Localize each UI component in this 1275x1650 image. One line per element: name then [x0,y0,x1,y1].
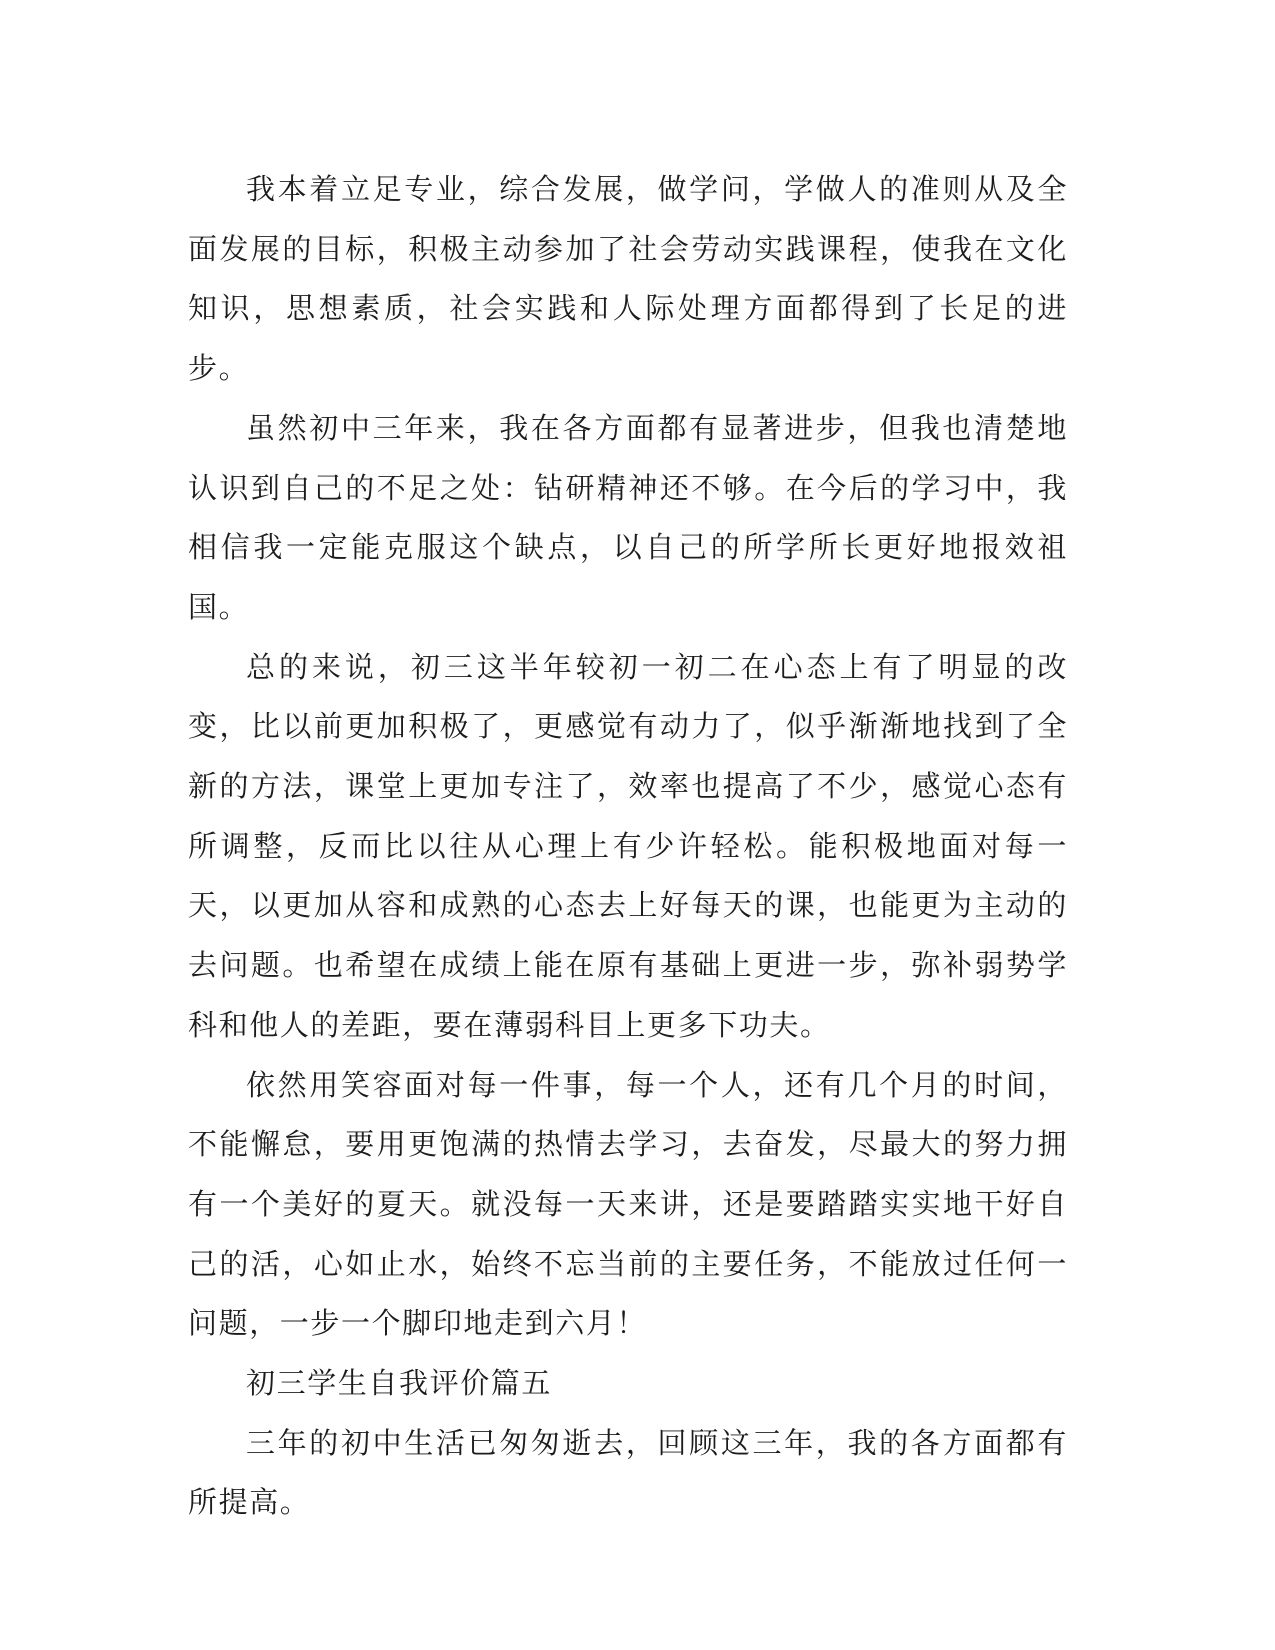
paragraph-3: 总的来说，初三这半年较初一初二在心态上有了明显的改变，比以前更加积极了，更感觉有动力了，似乎渐渐地找到了全新的方法，课堂上更加专注了，效率也提高了不少，感觉心态有所调整，反而比以往从心理上有少许轻松。能积极地面对每一天，以更加从容和成熟的心态去上好每天的课，也能更为主动的去问题。也希望在成绩上能在原有基础上更进一步，弥补弱势学科和他人的差距，要在薄弱科目上更多下功夫。 [188,649,1068,1042]
document-body [188,160,1068,1533]
paragraph-4: 依然用笑容面对每一件事，每一个人，还有几个月的时间，不能懈怠，要用更饱满的热情去学习，去奋发，尽最大的努力拥有一个美好的夏天。就没每一天来讲，还是要踏踏实实地干好自己的活，心如止水，始终不忘当前的主要任务，不能放过任何一问题，一步一个脚印地走到六月！ [188,1067,1068,1341]
section-heading: 初三学生自我评价篇五 [246,1366,553,1401]
paragraph-5: 三年的初中生活已匆匆逝去，回顾这三年，我的各方面都有所提高。 [188,1425,1068,1520]
paragraph-2: 虽然初中三年来，我在各方面都有显著进步，但我也清楚地认识到自己的不足之处：钻研精神还不够。在今后的学习中，我相信我一定能克服这个缺点，以自己的所学所长更好地报效祖国。 [188,410,1068,624]
paragraph-1: 我本着立足专业，综合发展，做学问，学做人的准则从及全面发展的目标，积极主动参加了社会劳动实践课程，使我在文化知识，思想素质，社会实践和人际处理方面都得到了长足的进步。 [188,172,1068,386]
